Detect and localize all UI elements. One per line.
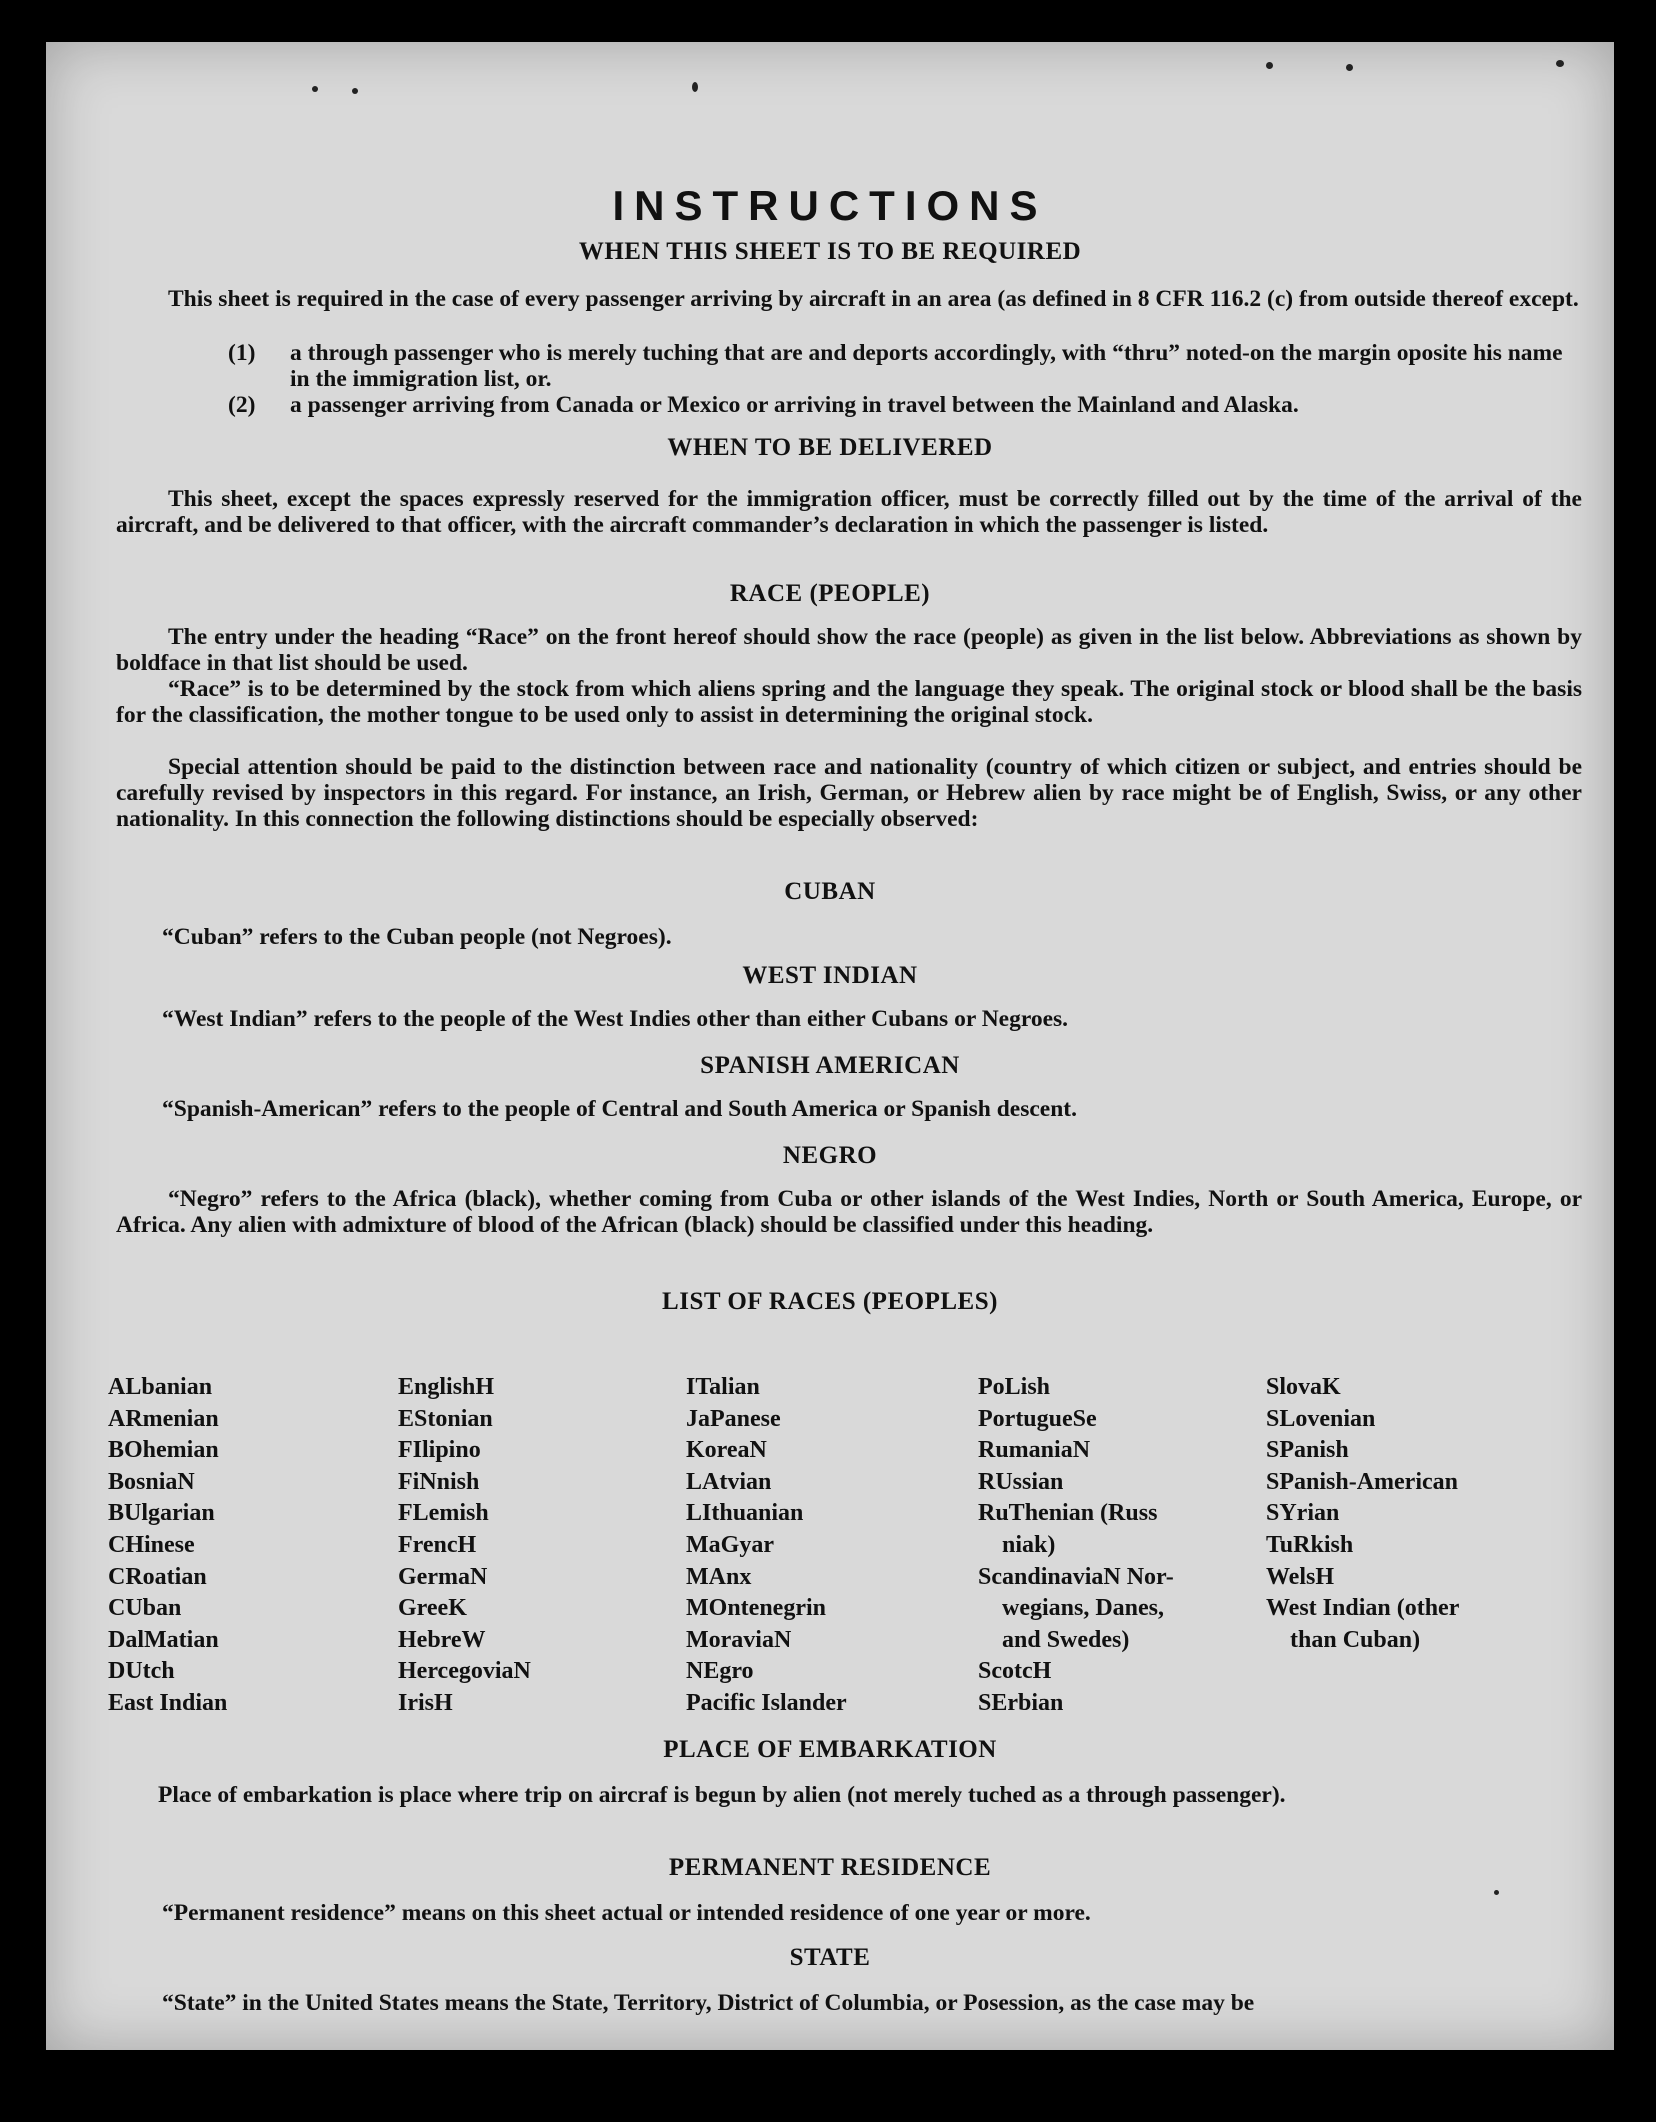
race-item: DalMatian — [108, 1626, 219, 1653]
heading-list-of-races: LIST OF RACES (PEOPLES) — [662, 1288, 998, 1315]
dust-speck — [312, 86, 318, 92]
race-item: West Indian (other — [1266, 1595, 1460, 1622]
paragraph-residence: “Permanent residence” means on this sheet actual or intended residence of one year or more. — [162, 1900, 1091, 1926]
race-item: Pacific Islander — [686, 1689, 847, 1716]
race-item: SPanish-American — [1266, 1468, 1458, 1495]
race-item: LIthuanian — [686, 1500, 804, 1527]
races-column-1 — [108, 1372, 227, 1720]
race-item: FrencH — [398, 1531, 477, 1558]
race-item: CRoatian — [108, 1563, 207, 1590]
heading-embarkation: PLACE OF EMBARKATION — [663, 1736, 997, 1763]
paragraph-spanish-american: “Spanish-American” refers to the people of Central and South America or Spanish descent. — [162, 1096, 1077, 1122]
paragraph-race-3: Special attention should be paid to the distinction between race and nationality (country of which citizen or subject, and entries should be carefully revised by inspectors in this regard. For instance, an Irish, German, or Hebrew alien by race might be of English, Swiss, or any other nationality. In this connection the following distinctions should be especially observed: — [116, 754, 1582, 832]
race-item: SlovaK — [1266, 1374, 1341, 1400]
heading-state: STATE — [789, 1944, 871, 1971]
race-item: SErbian — [978, 1689, 1064, 1716]
item-text: a passenger arriving from Canada or Mexico or arriving in travel between the Mainland and Alaska. — [290, 392, 1299, 418]
race-item: ITalian — [686, 1374, 760, 1400]
race-item: PoLish — [978, 1374, 1051, 1400]
paragraph-west-indian: “West Indian” refers to the people of the West Indies other than either Cubans or Negroes. — [162, 1006, 1069, 1032]
list-item — [228, 340, 1582, 392]
race-item: ScandinaviaN Nor- — [978, 1563, 1174, 1590]
dust-speck — [692, 82, 698, 92]
item-number: (1) — [228, 340, 256, 366]
race-item: WelsH — [1266, 1563, 1335, 1590]
race-item: HebreW — [398, 1626, 486, 1653]
heading-cuban: CUBAN — [784, 878, 876, 905]
race-item: ScotcH — [978, 1658, 1052, 1685]
heading-delivered: WHEN TO BE DELIVERED — [667, 434, 993, 461]
race-item: BOhemian — [108, 1437, 219, 1464]
paragraph-delivered: This sheet, except the spaces expressly reserved for the immigration officer, must be correctly filled out by the time of the arrival of the aircraft, and be delivered to that officer, with the aircraft commander’s declaration in which the passenger is listed. — [116, 486, 1582, 538]
race-item: BosniaN — [108, 1468, 195, 1495]
race-item: RumaniaN — [978, 1437, 1091, 1464]
race-item-continued: and Swedes) — [1002, 1626, 1130, 1653]
race-item: TuRkish — [1266, 1531, 1354, 1558]
races-column-4 — [978, 1372, 1174, 1720]
races-column-3 — [686, 1372, 847, 1720]
race-item: EnglishH — [398, 1374, 495, 1400]
heading-residence: PERMANENT RESIDENCE — [668, 1854, 992, 1881]
heading-spanish-american: SPANISH AMERICAN — [700, 1052, 960, 1079]
paragraph-cuban: “Cuban” refers to the Cuban people (not Negroes). — [162, 924, 672, 950]
heading-race: RACE (PEOPLE) — [729, 580, 931, 607]
paragraph-state: “State” in the United States means the State, Territory, District of Columbia, or Posession, as the case may be — [162, 1990, 1255, 2016]
race-item: LAtvian — [686, 1468, 772, 1495]
race-item: RUssian — [978, 1468, 1064, 1495]
item-number: (2) — [228, 392, 256, 418]
race-item: FIlipino — [398, 1437, 481, 1464]
races-column-5 — [1266, 1372, 1459, 1656]
race-item: NEgro — [686, 1658, 754, 1685]
heading-negro: NEGRO — [782, 1142, 878, 1169]
race-item: RuThenian (Russ — [978, 1500, 1158, 1527]
paragraph-race-2: “Race” is to be determined by the stock from which aliens spring and the language they speak. The original stock or blood shall be the basis for the classification, the mother tongue to be used only to assist in determining the original stock. — [116, 676, 1582, 728]
race-item: East Indian — [108, 1689, 228, 1716]
dust-speck — [1556, 60, 1564, 67]
paragraph-race-1: The entry under the heading “Race” on the front hereof should show the race (people) as given in the list below. Abbreviations as shown by boldface in that list should be used. — [116, 624, 1582, 676]
race-item: SLovenian — [1266, 1405, 1376, 1432]
race-item: JaPanese — [686, 1405, 781, 1432]
race-item: MOntenegrin — [686, 1595, 826, 1622]
race-item-continued: than Cuban) — [1290, 1626, 1421, 1653]
race-item: BUlgarian — [108, 1500, 215, 1527]
race-item: SPanish — [1266, 1437, 1349, 1464]
race-item: EStonian — [398, 1405, 493, 1432]
paragraph-required-intro: This sheet is required in the case of every passenger arriving by aircraft in an area (as defined in 8 CFR 116.2 (c) from outside thereof except. — [168, 286, 1579, 312]
page-title: INSTRUCTIONS — [612, 182, 1048, 229]
heading-required: WHEN THIS SHEET IS TO BE REQUIRED — [578, 238, 1082, 265]
race-item: CUban — [108, 1595, 182, 1622]
paragraph-embarkation: Place of embarkation is place where trip on aircraf is begun by alien (not merely tuched as a through passenger). — [158, 1782, 1286, 1808]
race-item: HercegoviaN — [398, 1658, 531, 1685]
race-item-continued: wegians, Danes, — [1002, 1595, 1165, 1622]
race-item: SYrian — [1266, 1500, 1340, 1527]
dust-speck — [1346, 64, 1353, 71]
race-item: PortugueSe — [978, 1405, 1097, 1432]
race-item: IrisH — [398, 1689, 453, 1716]
list-item — [228, 392, 1582, 418]
race-item: MaGyar — [686, 1531, 774, 1558]
race-item: GermaN — [398, 1563, 488, 1590]
paragraph-negro: “Negro” refers to the Africa (black), whether coming from Cuba or other islands of the West Indies, North or South America, Europe, or Africa. Any alien with admixture of blood of the African (black) should be classified under this heading. — [116, 1186, 1582, 1238]
instruction-sheet — [46, 42, 1614, 2050]
races-column-2 — [398, 1372, 531, 1720]
item-text: a through passenger who is merely tuching that are and deports accordingly, with “thru” noted-on the margin oposite his name in the immigration list, or. — [290, 340, 1563, 392]
race-item: FLemish — [398, 1500, 489, 1527]
race-item: DUtch — [108, 1658, 175, 1685]
race-item: ALbanian — [108, 1374, 213, 1400]
dust-speck — [1494, 1890, 1499, 1895]
heading-west-indian: WEST INDIAN — [742, 962, 918, 989]
race-item: ARmenian — [108, 1405, 219, 1432]
dust-speck — [352, 88, 358, 94]
race-item: KoreaN — [686, 1437, 767, 1464]
race-item: CHinese — [108, 1531, 195, 1558]
dust-speck — [1266, 62, 1273, 69]
race-item: MoraviaN — [686, 1626, 792, 1653]
race-item: GreeK — [398, 1595, 467, 1622]
race-item-continued: niak) — [1002, 1531, 1056, 1558]
race-item: FiNnish — [398, 1468, 480, 1495]
race-item: MAnx — [686, 1563, 752, 1590]
